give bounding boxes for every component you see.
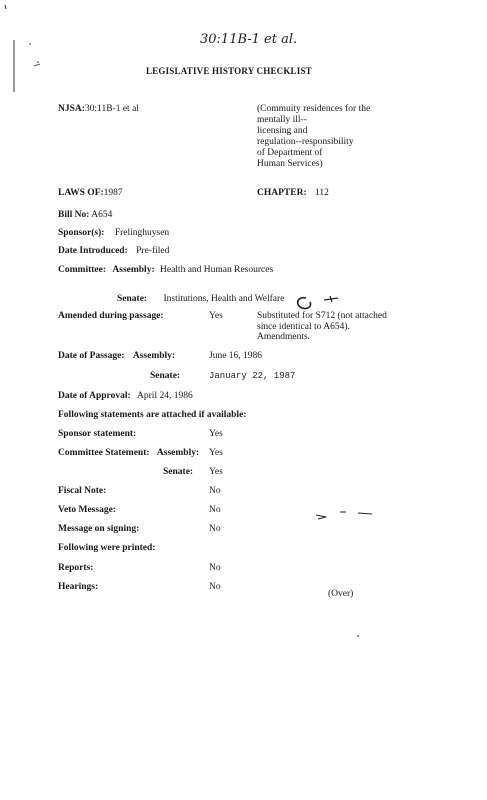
bill-no-row [58, 210, 112, 221]
committee-assembly-row [58, 265, 273, 276]
amended-note-line: Substituted for S712 (not attached [257, 311, 387, 321]
committee-statement-row [58, 448, 199, 459]
date-introduced-row [58, 246, 169, 257]
sponsors-value: Frelinghuysen [114, 228, 170, 238]
committee-statement-label: Committee Statement: [58, 448, 150, 458]
sponsor-statement-value: Yes [209, 429, 223, 439]
following-attached-heading: Following statements are attached if available: [58, 410, 247, 420]
chapter-value: 112 [315, 188, 329, 198]
committee-statement-assembly-label: Assembly: [156, 448, 200, 458]
page-title: LEGISLATIVE HISTORY CHECKLIST [146, 66, 312, 76]
sponsors-row [58, 228, 169, 239]
description-line: mentally ill-- [257, 115, 307, 125]
njsa-row [58, 104, 139, 115]
amended-row [58, 311, 164, 322]
description-line: licensing and [257, 126, 308, 136]
date-of-approval-label: Date of Approval: [58, 391, 131, 401]
description-line: of Department of [257, 148, 323, 158]
committee-statement-senate-value: Yes [209, 467, 223, 477]
committee-label: Committee: [58, 265, 107, 275]
laws-of-label: LAWS OF: [58, 188, 104, 198]
committee-senate-value: Institutions, Health and Welfare [163, 294, 285, 304]
over-label: (Over) [328, 589, 354, 599]
reports-label: Reports: [58, 563, 94, 573]
amended-note-line: since identical to A654). [257, 321, 350, 332]
sponsor-statement-label: Sponsor statement: [58, 429, 137, 439]
date-introduced-value: Pre-filed [136, 246, 170, 256]
sponsors-label: Sponsor(s): [58, 228, 105, 238]
committee-statement-assembly-value: Yes [209, 448, 223, 458]
fiscal-note-value: No [209, 486, 221, 496]
amended-note-line: Amendments. [257, 332, 311, 342]
date-of-approval-row [58, 391, 193, 402]
chapter-row [257, 188, 329, 199]
amended-note [257, 311, 387, 343]
laws-of-row [58, 188, 123, 199]
committee-senate-row [117, 294, 284, 305]
description-line: regulation--responsibility [257, 137, 354, 147]
amended-label: Amended during passage: [58, 311, 164, 321]
date-of-passage-label: Date of Passage: [58, 351, 125, 361]
amended-value: Yes [209, 311, 223, 321]
hearings-value: No [209, 582, 221, 592]
fiscal-note-label: Fiscal Note: [58, 486, 107, 496]
njsa-value: 30:11B-1 et al [84, 104, 139, 114]
committee-assembly-label: Assembly: [112, 265, 155, 275]
committee-statement-senate-label: Senate: [163, 467, 194, 477]
veto-message-label: Veto Message: [58, 505, 116, 515]
passage-senate-label: Senate: [150, 371, 181, 381]
description-block [257, 104, 370, 170]
stray-dots [348, 626, 368, 646]
reports-value: No [209, 563, 221, 573]
njsa-label: NJSA: [58, 104, 85, 114]
date-of-passage-row [58, 351, 175, 362]
margin-marks [0, 0, 60, 120]
handwritten-dash-marks [312, 505, 382, 525]
committee-senate-label: Senate: [117, 294, 148, 304]
passage-assembly-value: June 16, 1986 [209, 351, 263, 361]
following-printed-heading: Following were printed: [58, 543, 156, 553]
laws-of-value: 1987 [103, 188, 123, 198]
date-introduced-label: Date Introduced: [58, 246, 128, 256]
date-of-approval-value: April 24, 1986 [137, 391, 193, 401]
committee-assembly-value: Health and Human Resources [160, 265, 274, 275]
message-on-signing-value: No [209, 524, 221, 534]
description-line: Human Services) [257, 159, 323, 169]
veto-message-value: No [209, 505, 221, 515]
bill-no-value: A654 [91, 210, 113, 220]
handwritten-header: 30:11B-1 et al. [200, 32, 298, 47]
passage-senate-value: January 22, 1987 [209, 371, 296, 381]
chapter-label: CHAPTER: [257, 188, 307, 198]
passage-assembly-label: Assembly: [132, 351, 176, 361]
bill-no-label: Bill No: [58, 210, 90, 220]
message-on-signing-label: Message on signing: [58, 524, 140, 534]
description-line: (Commuity residences for the [257, 104, 371, 114]
hearings-label: Hearings: [58, 582, 99, 592]
